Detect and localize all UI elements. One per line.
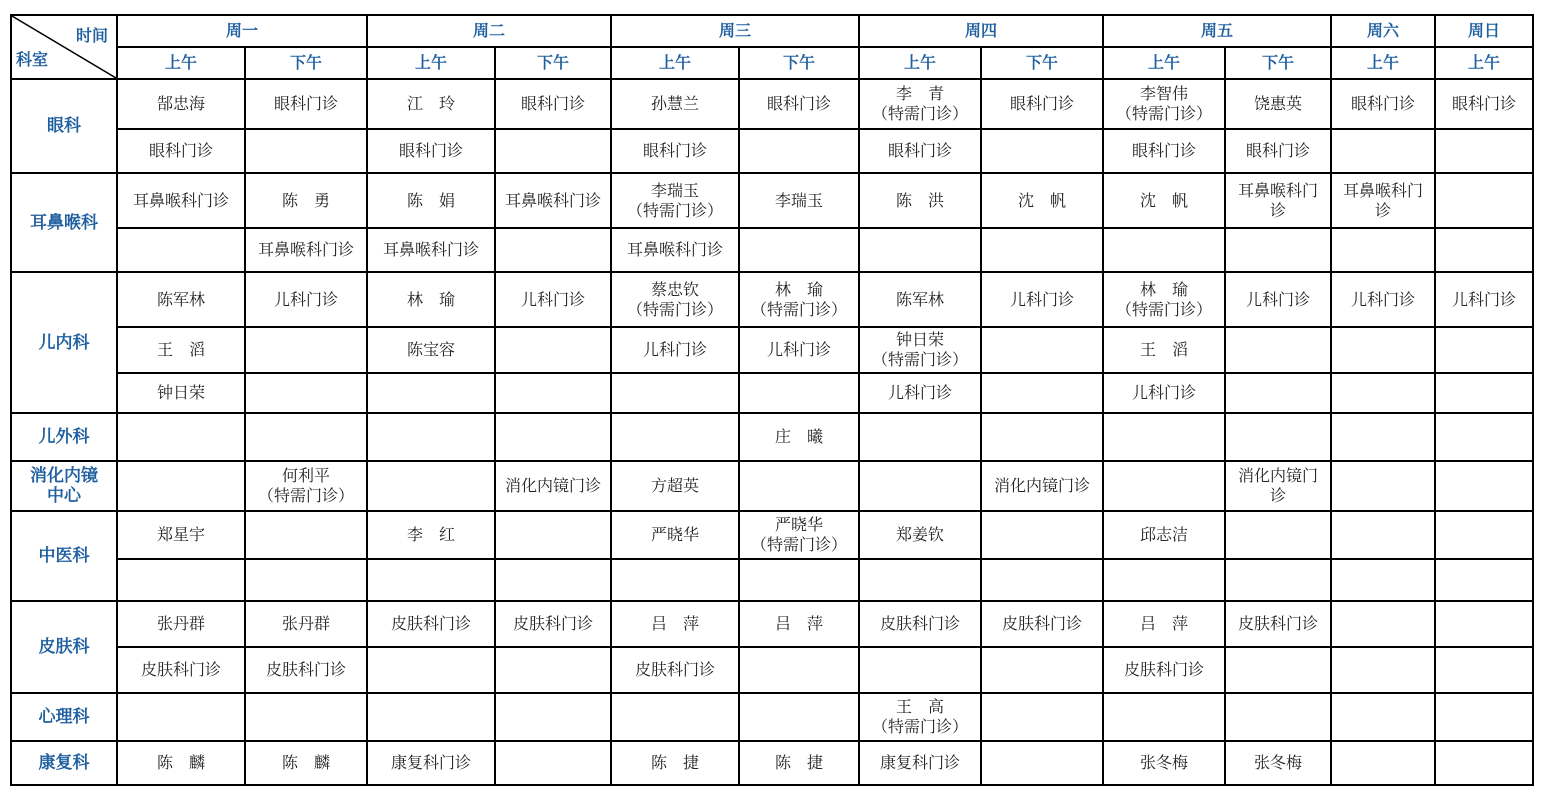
dept-ophthalmology: 眼科 — [11, 79, 117, 173]
dept-digestive-endoscopy: 消化内镜 中心 — [11, 461, 117, 511]
schedule-cell: 消化内镜门诊 — [495, 461, 611, 511]
schedule-cell — [739, 373, 859, 413]
schedule-cell: 耳鼻喉科门诊 — [117, 173, 245, 228]
schedule-cell — [1331, 327, 1435, 373]
schedule-row — [11, 79, 1533, 129]
schedule-cell — [981, 511, 1103, 559]
schedule-cell — [1331, 511, 1435, 559]
schedule-cell: 李瑞玉 — [739, 173, 859, 228]
schedule-cell — [981, 647, 1103, 693]
schedule-cell — [739, 461, 859, 511]
session-header-pm: 下午 — [981, 47, 1103, 79]
schedule-cell — [1331, 228, 1435, 272]
day-header-sun: 周日 — [1435, 15, 1533, 47]
session-header-pm: 下午 — [1225, 47, 1331, 79]
schedule-cell: 郑姜钦 — [859, 511, 981, 559]
schedule-cell — [367, 461, 495, 511]
schedule-cell: 张冬梅 — [1103, 741, 1225, 785]
schedule-row — [11, 511, 1533, 559]
dept-pediatric-surgery: 儿外科 — [11, 413, 117, 461]
session-header-am: 上午 — [1331, 47, 1435, 79]
schedule-cell: 儿科门诊 — [495, 272, 611, 327]
schedule-cell: 耳鼻喉科门诊 — [245, 228, 367, 272]
schedule-cell: 陈 捷 — [611, 741, 739, 785]
schedule-row — [11, 373, 1533, 413]
schedule-cell — [981, 373, 1103, 413]
schedule-cell — [981, 327, 1103, 373]
schedule-cell: 儿科门诊 — [1225, 272, 1331, 327]
schedule-row — [11, 228, 1533, 272]
schedule-cell: 林 瑜 （特需门诊） — [1103, 272, 1225, 327]
schedule-cell: 陈 捷 — [739, 741, 859, 785]
session-header-row — [11, 47, 1533, 79]
schedule-cell: 何利平 （特需门诊） — [245, 461, 367, 511]
schedule-cell: 眼科门诊 — [739, 79, 859, 129]
schedule-cell — [1331, 741, 1435, 785]
day-header-row — [11, 15, 1533, 47]
schedule-cell: 儿科门诊 — [611, 327, 739, 373]
schedule-cell: 陈 麟 — [245, 741, 367, 785]
schedule-cell — [981, 559, 1103, 601]
schedule-cell: 郑星宇 — [117, 511, 245, 559]
schedule-row — [11, 272, 1533, 327]
schedule-cell: 李瑞玉 （特需门诊） — [611, 173, 739, 228]
schedule-cell: 林 瑜 — [367, 272, 495, 327]
schedule-cell: 王 滔 — [1103, 327, 1225, 373]
schedule-cell: 陈 娟 — [367, 173, 495, 228]
schedule-cell: 饶惠英 — [1225, 79, 1331, 129]
schedule-cell: 陈 麟 — [117, 741, 245, 785]
schedule-cell — [859, 461, 981, 511]
schedule-cell: 耳鼻喉科门 诊 — [1225, 173, 1331, 228]
schedule-cell: 皮肤科门诊 — [611, 647, 739, 693]
schedule-cell — [1435, 647, 1533, 693]
schedule-cell — [1225, 511, 1331, 559]
schedule-cell — [495, 741, 611, 785]
schedule-cell — [495, 647, 611, 693]
dept-pediatric-internal: 儿内科 — [11, 272, 117, 413]
schedule-cell: 陈 勇 — [245, 173, 367, 228]
schedule-cell — [981, 228, 1103, 272]
schedule-cell: 眼科门诊 — [367, 129, 495, 173]
schedule-cell — [495, 327, 611, 373]
schedule-cell: 眼科门诊 — [245, 79, 367, 129]
schedule-cell — [1225, 373, 1331, 413]
schedule-cell — [367, 693, 495, 741]
schedule-cell: 儿科门诊 — [245, 272, 367, 327]
schedule-cell — [1103, 461, 1225, 511]
schedule-cell: 吕 萍 — [611, 601, 739, 647]
schedule-cell — [611, 413, 739, 461]
schedule-cell: 王 滔 — [117, 327, 245, 373]
session-header-am: 上午 — [367, 47, 495, 79]
schedule-row — [11, 601, 1533, 647]
schedule-cell — [1435, 373, 1533, 413]
schedule-cell — [1225, 693, 1331, 741]
schedule-cell: 儿科门诊 — [1103, 373, 1225, 413]
schedule-cell: 耳鼻喉科门诊 — [367, 228, 495, 272]
schedule-row — [11, 173, 1533, 228]
schedule-cell — [739, 693, 859, 741]
schedule-cell: 眼科门诊 — [495, 79, 611, 129]
schedule-cell: 皮肤科门诊 — [859, 601, 981, 647]
schedule-cell — [367, 559, 495, 601]
schedule-cell — [117, 559, 245, 601]
day-header-sat: 周六 — [1331, 15, 1435, 47]
corner-header — [11, 15, 117, 79]
schedule-cell — [1103, 693, 1225, 741]
schedule-cell: 耳鼻喉科门 诊 — [1331, 173, 1435, 228]
schedule-cell: 陈宝容 — [367, 327, 495, 373]
schedule-cell — [611, 559, 739, 601]
schedule-cell — [367, 647, 495, 693]
schedule-cell — [495, 373, 611, 413]
schedule-cell — [117, 693, 245, 741]
schedule-cell: 王 高 （特需门诊） — [859, 693, 981, 741]
schedule-row — [11, 327, 1533, 373]
day-header-wed: 周三 — [611, 15, 859, 47]
schedule-cell: 钟日荣 — [117, 373, 245, 413]
schedule-cell: 张冬梅 — [1225, 741, 1331, 785]
schedule-cell — [739, 647, 859, 693]
schedule-cell — [495, 129, 611, 173]
schedule-cell — [245, 129, 367, 173]
schedule-cell — [1225, 559, 1331, 601]
schedule-cell — [739, 129, 859, 173]
schedule-cell: 庄 曦 — [739, 413, 859, 461]
schedule-cell: 皮肤科门诊 — [367, 601, 495, 647]
schedule-cell: 钟日荣 （特需门诊） — [859, 327, 981, 373]
dept-tcm: 中医科 — [11, 511, 117, 601]
schedule-cell — [1435, 559, 1533, 601]
schedule-cell: 皮肤科门诊 — [117, 647, 245, 693]
schedule-cell: 眼科门诊 — [1331, 79, 1435, 129]
schedule-cell: 陈军林 — [117, 272, 245, 327]
schedule-cell — [495, 228, 611, 272]
schedule-cell: 眼科门诊 — [1435, 79, 1533, 129]
schedule-cell — [1225, 413, 1331, 461]
schedule-cell — [495, 559, 611, 601]
schedule-cell — [495, 413, 611, 461]
schedule-cell: 郜忠海 — [117, 79, 245, 129]
schedule-cell — [611, 693, 739, 741]
dept-ent: 耳鼻喉科 — [11, 173, 117, 272]
schedule-cell — [1435, 129, 1533, 173]
schedule-cell — [367, 413, 495, 461]
schedule-cell: 皮肤科门诊 — [1103, 647, 1225, 693]
session-header-pm: 下午 — [245, 47, 367, 79]
schedule-cell — [1103, 559, 1225, 601]
schedule-cell — [117, 461, 245, 511]
schedule-cell — [1435, 461, 1533, 511]
schedule-cell: 眼科门诊 — [1225, 129, 1331, 173]
schedule-cell: 严晓华 — [611, 511, 739, 559]
time-axis-label: 时间 — [75, 26, 108, 45]
schedule-cell — [1331, 601, 1435, 647]
schedule-cell: 吕 萍 — [739, 601, 859, 647]
schedule-cell — [495, 693, 611, 741]
session-header-am: 上午 — [117, 47, 245, 79]
schedule-cell — [611, 373, 739, 413]
schedule-cell — [981, 693, 1103, 741]
schedule-cell: 眼科门诊 — [981, 79, 1103, 129]
schedule-cell — [245, 413, 367, 461]
session-header-pm: 下午 — [739, 47, 859, 79]
schedule-cell: 邱志洁 — [1103, 511, 1225, 559]
schedule-cell — [245, 373, 367, 413]
schedule-cell: 孙慧兰 — [611, 79, 739, 129]
schedule-body — [11, 79, 1533, 785]
schedule-cell — [117, 413, 245, 461]
schedule-cell: 陈 洪 — [859, 173, 981, 228]
schedule-cell — [117, 228, 245, 272]
schedule-cell: 李智伟 （特需门诊） — [1103, 79, 1225, 129]
session-header-pm: 下午 — [495, 47, 611, 79]
session-header-am: 上午 — [1103, 47, 1225, 79]
schedule-cell: 陈军林 — [859, 272, 981, 327]
session-header-am: 上午 — [611, 47, 739, 79]
schedule-cell — [981, 741, 1103, 785]
schedule-cell: 严晓华 （特需门诊） — [739, 511, 859, 559]
day-header-mon: 周一 — [117, 15, 367, 47]
schedule-row — [11, 647, 1533, 693]
schedule-cell: 消化内镜门诊 — [981, 461, 1103, 511]
session-header-am: 上午 — [1435, 47, 1533, 79]
schedule-cell: 眼科门诊 — [117, 129, 245, 173]
schedule-cell: 方超英 — [611, 461, 739, 511]
schedule-cell — [1331, 559, 1435, 601]
schedule-cell — [495, 511, 611, 559]
schedule-cell — [1435, 327, 1533, 373]
schedule-cell: 李 红 — [367, 511, 495, 559]
schedule-cell — [245, 511, 367, 559]
schedule-cell — [1435, 413, 1533, 461]
schedule-cell: 江 玲 — [367, 79, 495, 129]
schedule-cell: 眼科门诊 — [611, 129, 739, 173]
schedule-cell — [739, 559, 859, 601]
clinic-schedule-table — [10, 14, 1534, 786]
schedule-cell: 耳鼻喉科门诊 — [495, 173, 611, 228]
schedule-cell: 眼科门诊 — [1103, 129, 1225, 173]
schedule-cell: 张丹群 — [245, 601, 367, 647]
schedule-cell — [1331, 647, 1435, 693]
schedule-cell — [1103, 228, 1225, 272]
schedule-cell — [859, 413, 981, 461]
schedule-cell: 皮肤科门诊 — [1225, 601, 1331, 647]
schedule-cell — [1103, 413, 1225, 461]
schedule-cell — [1435, 173, 1533, 228]
day-header-tue: 周二 — [367, 15, 611, 47]
day-header-thu: 周四 — [859, 15, 1103, 47]
schedule-cell: 皮肤科门诊 — [495, 601, 611, 647]
schedule-row — [11, 129, 1533, 173]
schedule-cell — [859, 647, 981, 693]
schedule-cell — [1331, 129, 1435, 173]
schedule-row — [11, 693, 1533, 741]
schedule-cell — [859, 228, 981, 272]
schedule-cell: 康复科门诊 — [859, 741, 981, 785]
schedule-cell — [981, 129, 1103, 173]
schedule-cell — [1331, 461, 1435, 511]
schedule-cell: 儿科门诊 — [981, 272, 1103, 327]
dept-rehabilitation: 康复科 — [11, 741, 117, 785]
schedule-cell: 儿科门诊 — [739, 327, 859, 373]
schedule-cell — [739, 228, 859, 272]
schedule-cell — [1435, 693, 1533, 741]
schedule-cell: 林 瑜 （特需门诊） — [739, 272, 859, 327]
schedule-cell: 皮肤科门诊 — [981, 601, 1103, 647]
schedule-cell — [1331, 413, 1435, 461]
day-header-fri: 周五 — [1103, 15, 1331, 47]
schedule-cell: 沈 帆 — [981, 173, 1103, 228]
schedule-cell — [245, 693, 367, 741]
dept-axis-label: 科室 — [16, 50, 49, 69]
dept-psychology: 心理科 — [11, 693, 117, 741]
schedule-cell — [981, 413, 1103, 461]
schedule-cell — [245, 559, 367, 601]
schedule-cell: 儿科门诊 — [859, 373, 981, 413]
schedule-cell: 消化内镜门 诊 — [1225, 461, 1331, 511]
schedule-row — [11, 461, 1533, 511]
schedule-cell — [1435, 741, 1533, 785]
schedule-row — [11, 413, 1533, 461]
schedule-cell — [1435, 601, 1533, 647]
schedule-row — [11, 559, 1533, 601]
schedule-row — [11, 741, 1533, 785]
schedule-cell: 张丹群 — [117, 601, 245, 647]
schedule-cell: 康复科门诊 — [367, 741, 495, 785]
schedule-cell — [1435, 228, 1533, 272]
schedule-cell — [1331, 373, 1435, 413]
dept-dermatology: 皮肤科 — [11, 601, 117, 693]
schedule-cell: 李 青 （特需门诊） — [859, 79, 981, 129]
schedule-cell: 耳鼻喉科门诊 — [611, 228, 739, 272]
schedule-cell — [1331, 693, 1435, 741]
schedule-cell: 眼科门诊 — [859, 129, 981, 173]
schedule-cell: 儿科门诊 — [1331, 272, 1435, 327]
schedule-cell — [367, 373, 495, 413]
schedule-cell — [245, 327, 367, 373]
schedule-cell: 皮肤科门诊 — [245, 647, 367, 693]
schedule-cell: 吕 萍 — [1103, 601, 1225, 647]
schedule-cell — [1225, 228, 1331, 272]
session-header-am: 上午 — [859, 47, 981, 79]
schedule-cell: 儿科门诊 — [1435, 272, 1533, 327]
schedule-cell: 蔡忠钦 （特需门诊） — [611, 272, 739, 327]
schedule-cell — [859, 559, 981, 601]
schedule-cell — [1225, 647, 1331, 693]
schedule-cell — [1435, 511, 1533, 559]
schedule-cell: 沈 帆 — [1103, 173, 1225, 228]
schedule-cell — [1225, 327, 1331, 373]
